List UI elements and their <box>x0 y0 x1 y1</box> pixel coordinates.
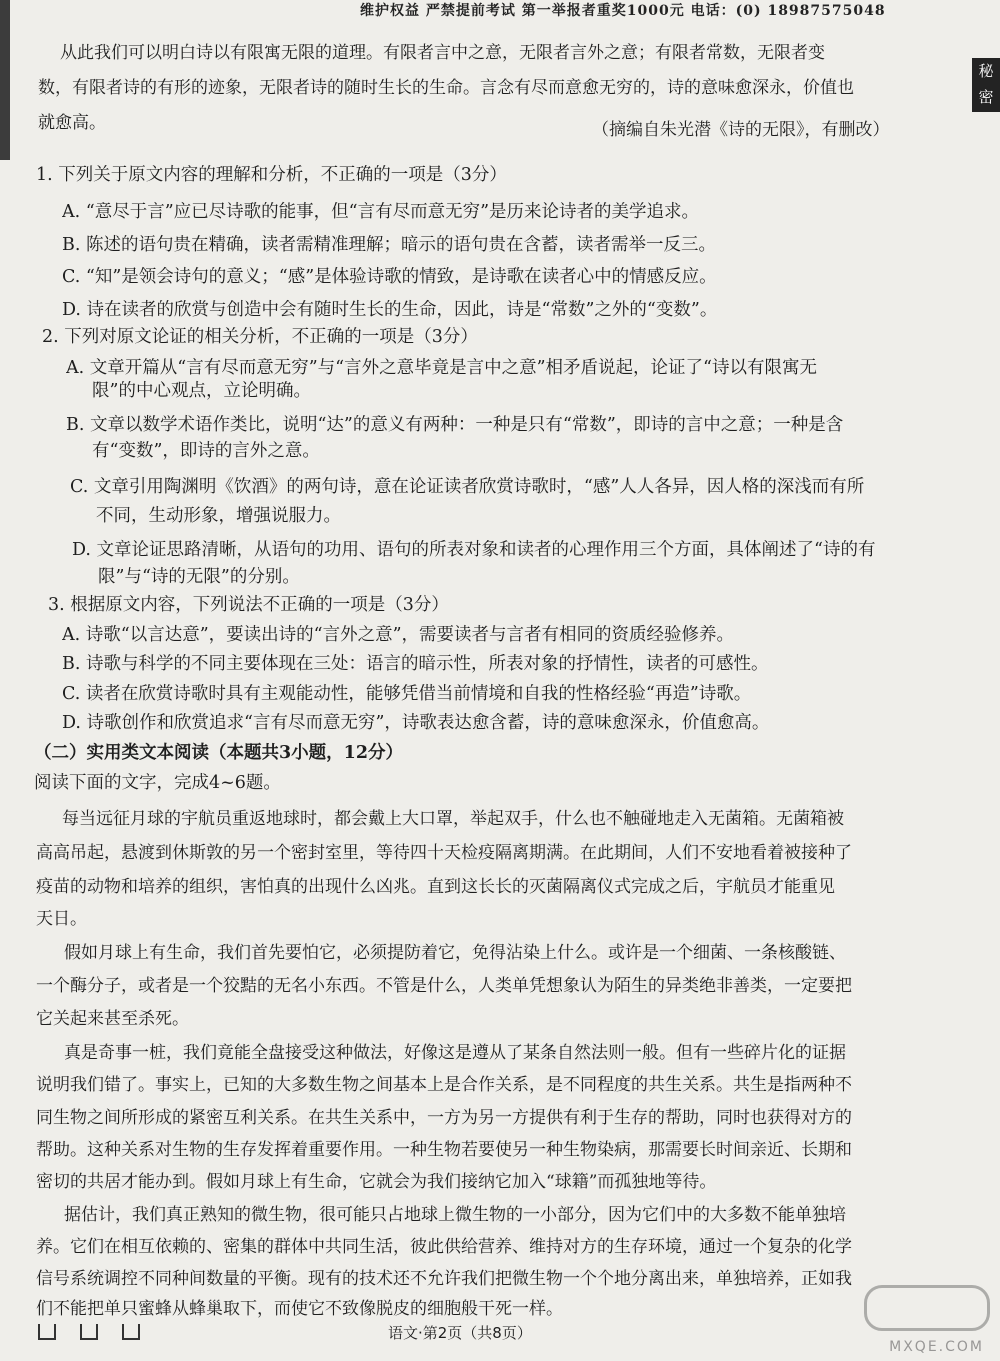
q2-option-b-line2: 有“变数”，即诗的言外之意。 <box>92 441 320 461</box>
passage-line: 据估计，我们真正熟知的微生物，很可能只占地球上微生物的一小部分，因为它们中的大多数不能单独培 <box>64 1205 846 1225</box>
header-notice: 维护权益 严禁提前考试 第一举报者重奖1000元 电话：(0) 18987575048 <box>360 3 886 19</box>
secret-tab: 秘密 <box>972 58 1000 112</box>
q1-stem: 1. 下列关于原文内容的理解和分析，不正确的一项是（3分） <box>36 165 507 185</box>
passage-line: 同生物之间所形成的紧密互利关系。在共生关系中，一方为另一方提供有利于生存的帮助，同时也获得对方的 <box>36 1108 852 1128</box>
binding-mark <box>38 1324 56 1340</box>
intro-line-2: 数，有限者诗的有形的迹象，无限者诗的随时生长的生命。言念有尽而意愈无穷的，诗的意味愈深永，价值也 <box>38 78 854 98</box>
passage-line: 密切的共居才能办到。假如月球上有生命，它就会为我们接纳它加入“球籍”而孤独地等待。 <box>36 1172 717 1192</box>
passage-line: 说明我们错了。事实上，已知的大多数生物之间基本上是合作关系，是不同程度的共生关系。共生是指两种不 <box>36 1075 852 1095</box>
binding-marks <box>38 1324 140 1340</box>
q1-option-c: C. “知”是领会诗句的意义；“感”是体验诗歌的情致，是诗歌在读者心中的情感反应。 <box>62 267 717 287</box>
binding-mark <box>122 1324 140 1340</box>
site-watermark <box>820 1285 990 1355</box>
passage-line: 天日。 <box>36 909 87 929</box>
citation: （摘编自朱光潜《诗的无限》，有删改） <box>592 120 890 140</box>
passage-line: 们不能把单只蜜蜂从蜂巢取下，而使它不致像脱皮的细胞般干死一样。 <box>36 1299 563 1319</box>
passage-line: 高高吊起，悬渡到休斯敦的另一个密封室里，等待四十天检疫隔离期满。在此期间，人们不安地看着被接种了 <box>36 843 852 863</box>
q1-option-d: D. 诗在读者的欣赏与创造中会有随时生长的生命，因此，诗是“常数”之外的“变数”。 <box>62 300 718 320</box>
passage-line: 每当远征月球的宇航员重返地球时，都会戴上大口罩，举起双手，什么也不触碰地走入无菌箱。无菌箱被 <box>62 809 844 829</box>
q3-option-d: D. 诗歌创作和欣赏追求“言有尽而意无穷”，诗歌表达愈含蓄，诗的意味愈深永，价值愈高。 <box>62 713 770 733</box>
q2-stem: 2. 下列对原文论证的相关分析，不正确的一项是（3分） <box>42 327 478 347</box>
q3-option-c: C. 读者在欣赏诗歌时具有主观能动性，能够凭借当前情境和自我的性格经验“再造”诗歌。 <box>62 684 752 704</box>
q2-option-b-line1: B. 文章以数学术语作类比，说明“达”的意义有两种：一种是只有“常数”，即诗的言中之意；一种是含 <box>66 415 844 435</box>
passage-line: 它关起来甚至杀死。 <box>36 1009 189 1029</box>
q2-option-d-line2: 限”与“诗的无限”的分别。 <box>98 567 300 587</box>
scan-edge-shadow <box>0 0 10 160</box>
passage-line: 帮助。这种关系对生物的生存发挥着重要作用。一种生物若要使另一种生物染病，那需要长时间亲近、长期和 <box>36 1140 852 1160</box>
q2-option-a-line2: 限”的中心观点，立论明确。 <box>92 381 311 401</box>
passage-line: 一个酶分子，或者是一个狡黠的无名小东西。不管是什么，人类单凭想象认为陌生的异类绝非善类，一定要把 <box>36 976 852 996</box>
q3-option-b: B. 诗歌与科学的不同主要体现在三处：语言的暗示性，所表对象的抒情性，读者的可感性。 <box>62 654 769 674</box>
q2-option-c-line2: 不同，生动形象，增强说服力。 <box>96 506 341 526</box>
page-number: 语文·第2页（共8页） <box>388 1324 532 1342</box>
section-instruction: 阅读下面的文字，完成4~6题。 <box>34 773 281 793</box>
q2-option-d-line1: D. 文章论证思路清晰，从语句的功用、语句的所表对象和读者的心理作用三个方面，具体阐述了“诗的有 <box>72 540 876 560</box>
intro-line-3: 就愈高。 <box>38 113 106 133</box>
binding-mark <box>80 1324 98 1340</box>
q1-option-a: A. “意尽于言”应已尽诗歌的能事，但“言有尽而意无穷”是历来论诗者的美学追求。 <box>62 202 700 222</box>
passage-line: 假如月球上有生命，我们首先要怕它，必须提防着它，免得沾染上什么。或许是一个细菌、一条核酸链、 <box>64 943 846 963</box>
q2-option-a-line1: A. 文章开篇从“言有尽而意无穷”与“言外之意毕竟是言中之意”相矛盾说起，论证了“诗以有限寓无 <box>66 358 817 378</box>
intro-line-1: 从此我们可以明白诗以有限寓无限的道理。有限者言中之意，无限者言外之意；有限者常数，无限者变 <box>60 43 825 63</box>
section-title: （二）实用类文本阅读（本题共3小题，12分） <box>34 743 404 763</box>
q2-option-c-line1: C. 文章引用陶渊明《饮酒》的两句诗，意在论证读者欣赏诗歌时，“感”人人各异，因人格的深浅而有所 <box>70 477 865 497</box>
watermark-text: MXQE.COM <box>889 1339 984 1355</box>
q3-stem: 3. 根据原文内容，下列说法不正确的一项是（3分） <box>48 595 449 615</box>
passage-line: 真是奇事一桩，我们竟能全盘接受这种做法，好像这是遵从了某条自然法则一般。但有一些碎片化的证据 <box>64 1043 846 1063</box>
passage-line: 信号系统调控不同种间数量的平衡。现有的技术还不允许我们把微生物一个个地分离出来，单独培养，正如我 <box>36 1269 852 1289</box>
q3-option-a: A. 诗歌“以言达意”，要读出诗的“言外之意”，需要读者与言者有相同的资质经验修养。 <box>62 625 735 645</box>
passage-line: 疫苗的动物和培养的组织，害怕真的出现什么凶兆。直到这长长的灭菌隔离仪式完成之后，宇航员才能重见 <box>36 877 835 897</box>
watermark-logo-icon <box>864 1285 990 1331</box>
q1-option-b: B. 陈述的语句贵在精确，读者需精准理解；暗示的语句贵在含蓄，读者需举一反三。 <box>62 235 716 255</box>
passage-line: 养。它们在相互依赖的、密集的群体中共同生活，彼此供给营养、维持对方的生存环境，通过一个复杂的化学 <box>36 1237 852 1257</box>
